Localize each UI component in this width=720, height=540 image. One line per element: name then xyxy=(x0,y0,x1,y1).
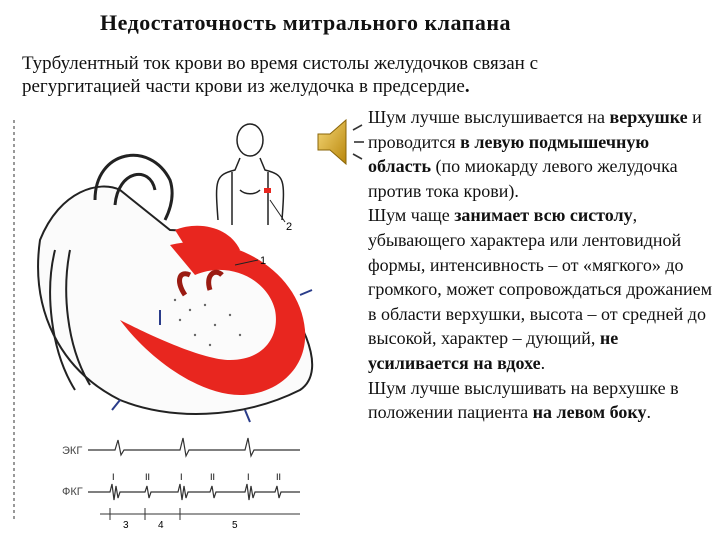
desc-part: Шум лучше выслушивать на верхушке в положении пациента xyxy=(368,377,679,423)
desc-emphasis: верхушке xyxy=(609,107,688,127)
desc-emphasis: в левую подмышечную область xyxy=(368,131,650,177)
desc-part: Шум лучше выслушивается на xyxy=(368,107,610,127)
pcg-tone-3a: I xyxy=(247,472,250,482)
label-3: 3 xyxy=(123,520,129,531)
desc-part: (по миокарду левого желудочка против тока крови). xyxy=(368,156,678,201)
label-1: 1 xyxy=(260,255,267,267)
heart-diagram xyxy=(0,110,365,540)
desc-part: . xyxy=(540,352,546,373)
desc-part: и проводится xyxy=(368,107,702,152)
pcg-tone-2b: II xyxy=(210,472,216,482)
desc-part: . xyxy=(646,402,651,423)
label-5: 5 xyxy=(232,520,238,531)
intro-end: . xyxy=(464,76,470,97)
human-torso-icon xyxy=(217,124,284,225)
pcg-tone-1a: I xyxy=(112,472,115,482)
label-2: 2 xyxy=(286,221,293,233)
ecg-trace xyxy=(88,438,300,456)
desc-emphasis: занимает всю систолу xyxy=(454,205,633,226)
pcg-label: ФКГ xyxy=(62,486,83,498)
description-text xyxy=(368,105,713,425)
intro-text xyxy=(22,52,712,98)
pcg-trace xyxy=(88,484,300,500)
desc-emphasis: не усиливается на вдохе xyxy=(368,328,619,373)
intro-line-1: Турбулентный ток крови во время систолы желудочков связан с xyxy=(22,53,538,74)
pcg-tone-3b: II xyxy=(276,472,282,482)
desc-emphasis: на левом боку xyxy=(532,402,647,423)
speaker-icon[interactable] xyxy=(310,112,370,172)
pcg-tone-2a: I xyxy=(180,472,183,482)
desc-part: Шум чаще xyxy=(368,205,455,226)
intro-line-2: регургитацией части крови из желудочка в предсердие xyxy=(22,76,465,97)
slide-title: Недостаточность митрального клапана xyxy=(100,10,512,35)
pcg-tone-1b: II xyxy=(145,472,151,482)
label-4: 4 xyxy=(158,520,164,531)
ecg-label: ЭКГ xyxy=(62,445,83,457)
desc-part: , убывающего характера или лентовидной формы, интенсивность – от «мягкого» до громкого, может сопровождаться дрожанием в области верхушки, высота – от средней до высокой, характер – дующий, xyxy=(368,205,712,349)
